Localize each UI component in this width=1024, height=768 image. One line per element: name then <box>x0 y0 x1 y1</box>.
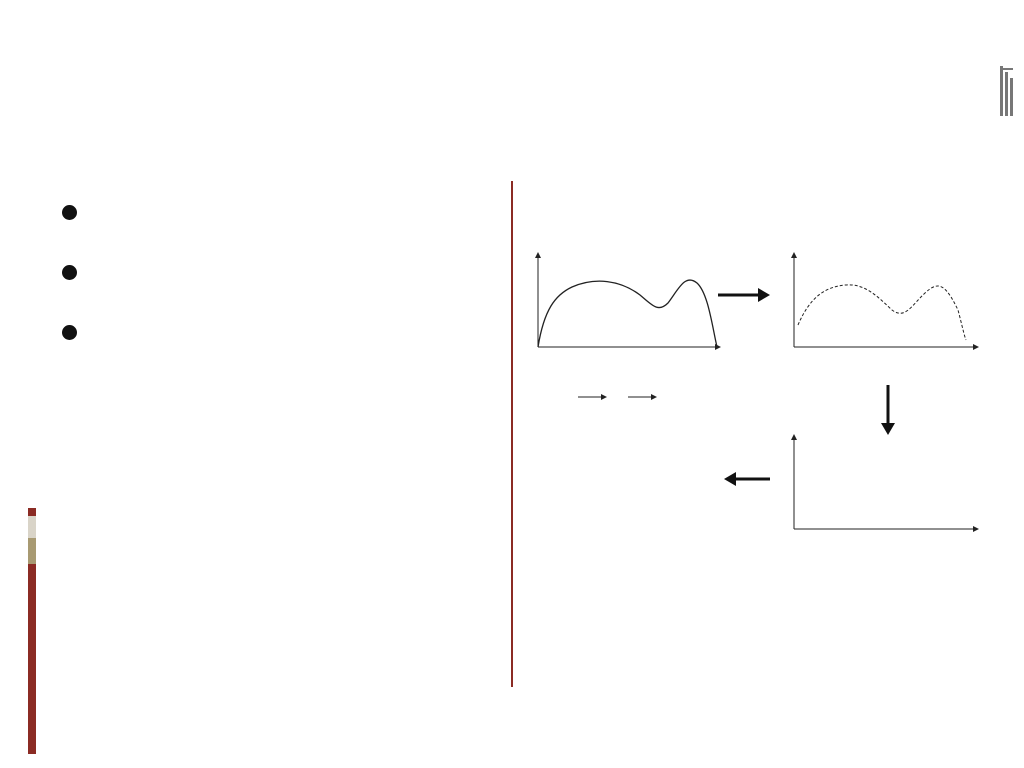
bullet-dot-icon <box>62 325 77 340</box>
panel-a-analog <box>538 253 720 347</box>
bullet-item <box>62 248 498 300</box>
bullet-dot-icon <box>62 205 77 220</box>
arrow-right-icon <box>718 288 770 302</box>
corner-bars-icon <box>1000 66 1014 116</box>
slide-subtitle <box>80 112 975 182</box>
arrow-left-icon <box>724 472 770 486</box>
arrow-down-icon <box>881 385 895 435</box>
panel-c-quantized <box>794 435 978 529</box>
bullet-item <box>62 188 498 240</box>
bullet-dot-icon <box>62 265 77 280</box>
panel-b-pam <box>794 253 978 347</box>
bullet-list <box>62 188 498 368</box>
vertical-divider <box>511 181 513 687</box>
bullet-item <box>62 308 498 360</box>
decorative-stripe <box>28 508 36 754</box>
pcm-figure <box>520 225 1010 605</box>
